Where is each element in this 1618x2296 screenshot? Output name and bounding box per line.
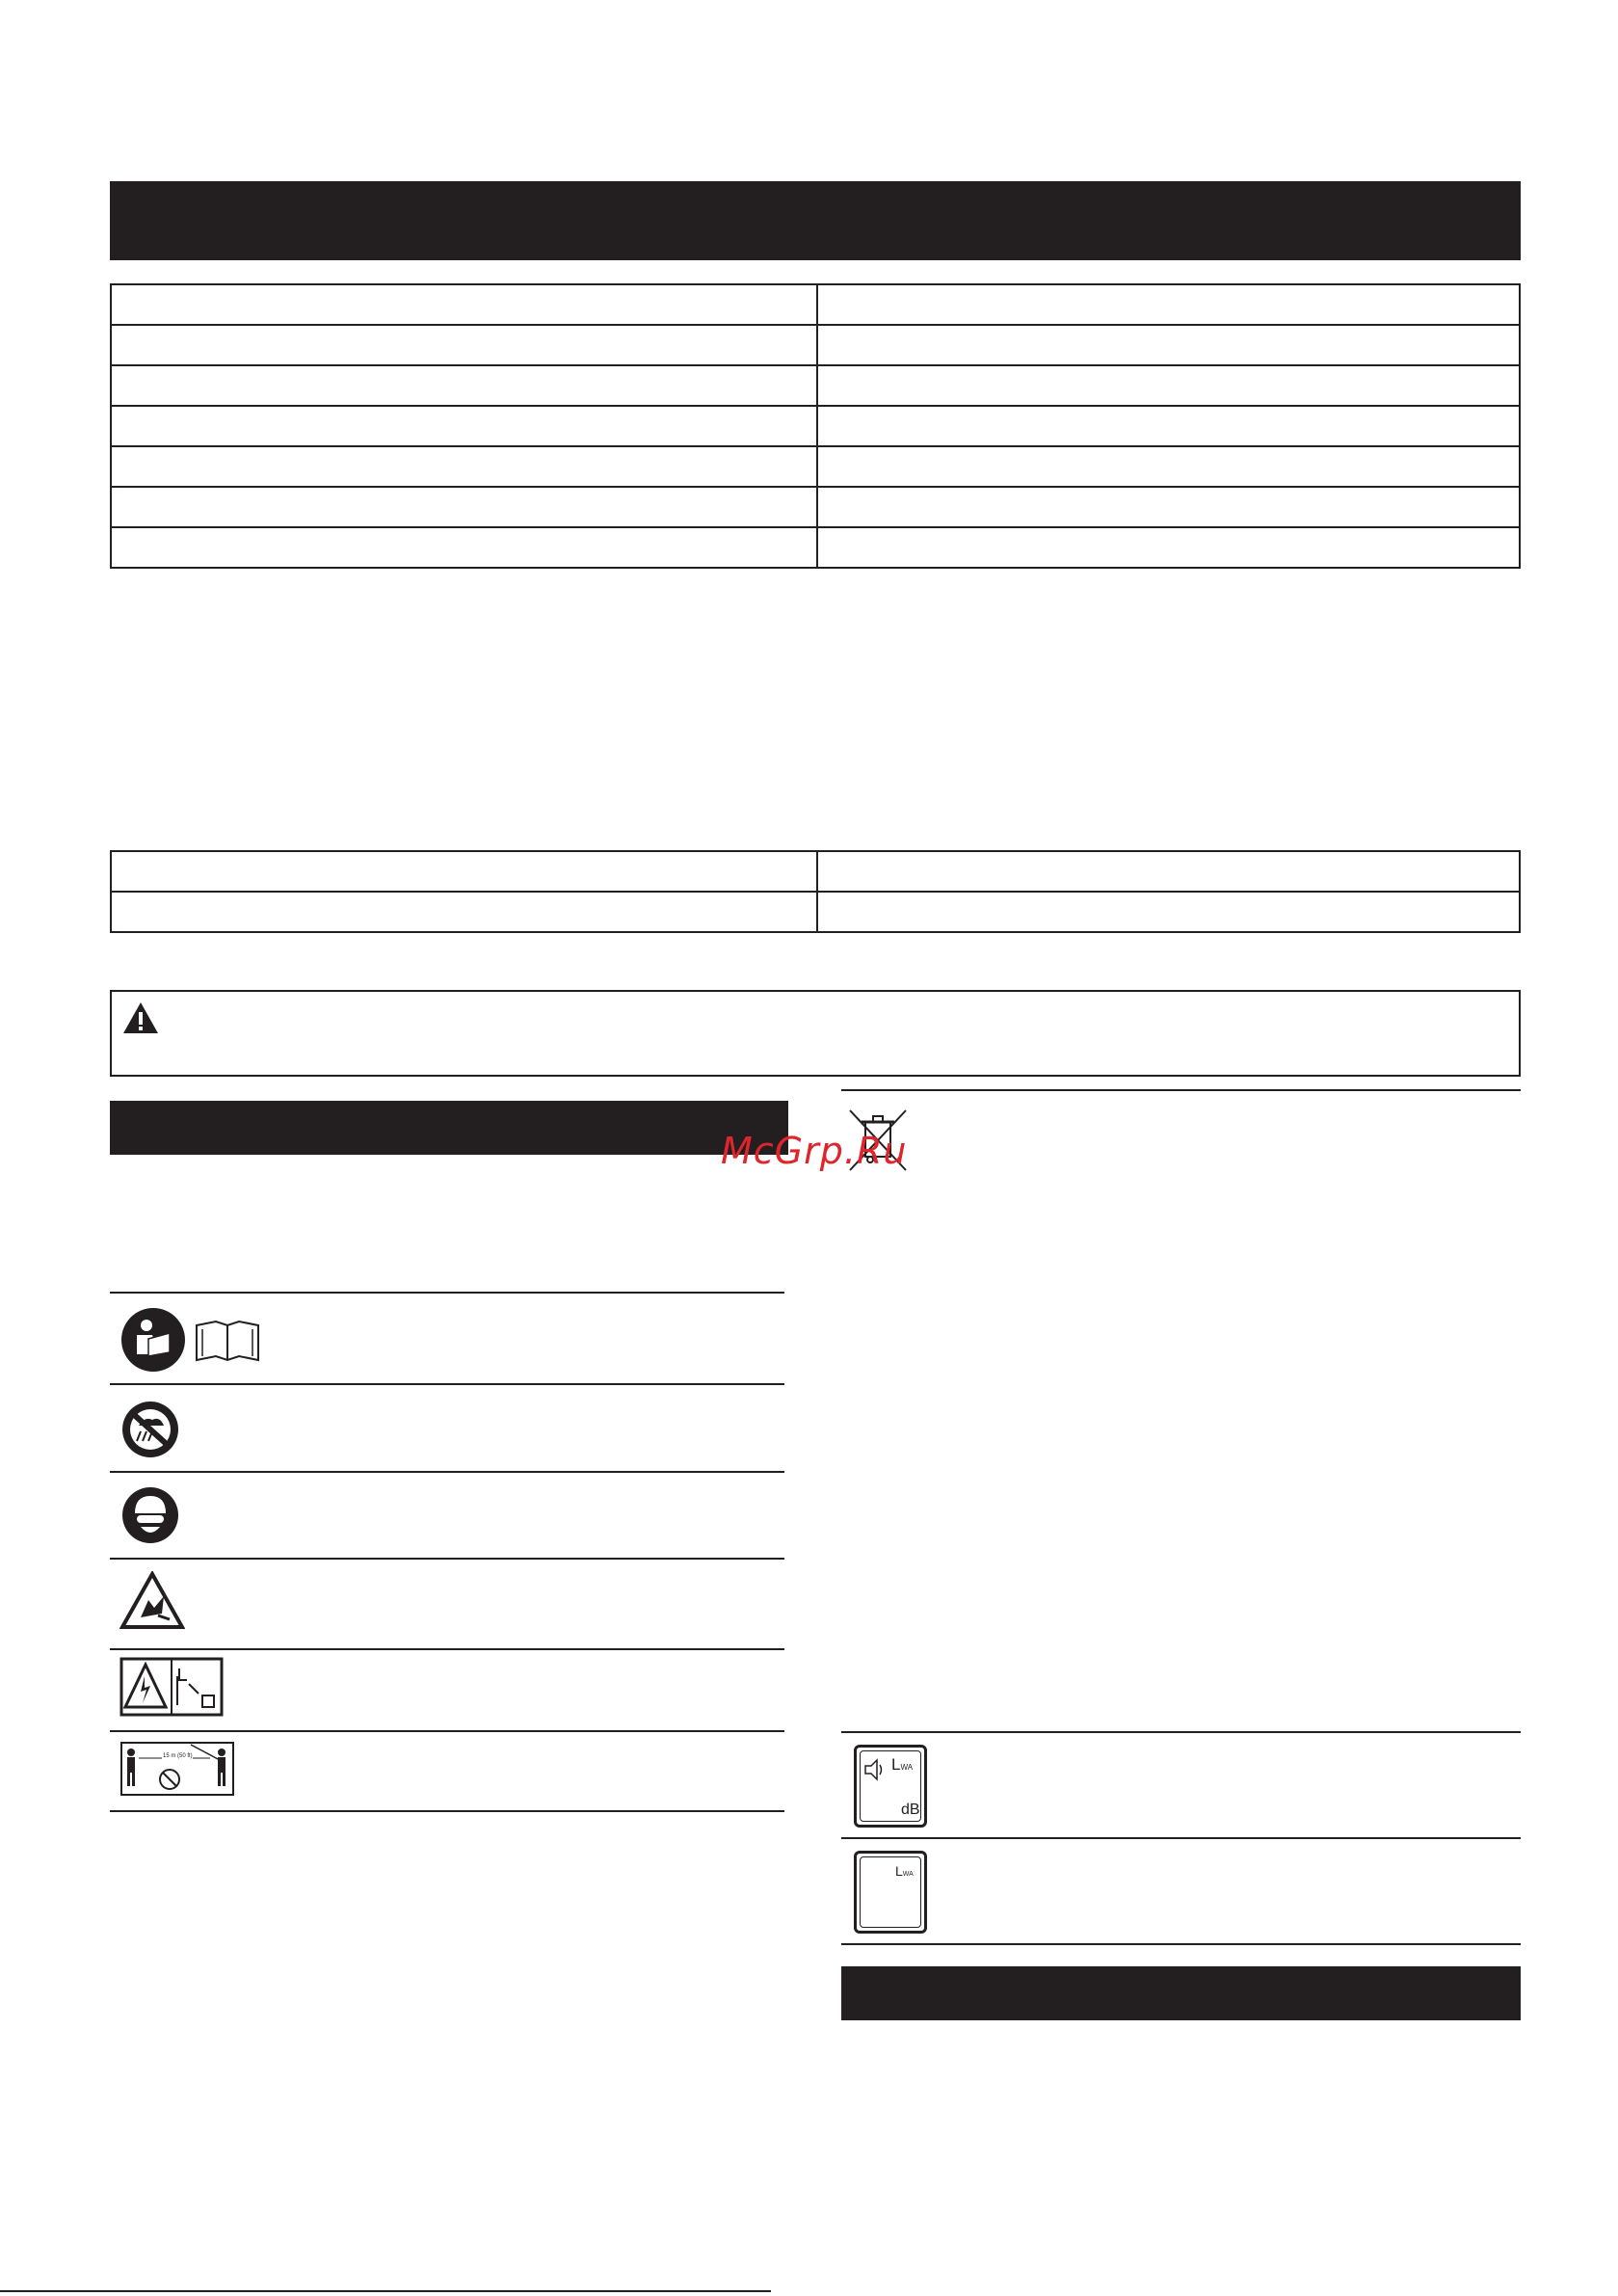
table-row bbox=[111, 284, 1520, 325]
no-rain-exposure-icon bbox=[119, 1399, 181, 1460]
lwa-subscript: WA bbox=[900, 1763, 914, 1772]
electrocution-distance-icon bbox=[119, 1657, 224, 1717]
lwa-label: L bbox=[891, 1755, 901, 1774]
divider bbox=[110, 1383, 784, 1385]
sharp-blade-hazard-icon bbox=[119, 1571, 185, 1631]
table-row bbox=[111, 892, 1520, 932]
divider bbox=[841, 1943, 1521, 1945]
table-row bbox=[111, 851, 1520, 892]
divider bbox=[110, 1292, 784, 1294]
warning-triangle-icon bbox=[121, 1001, 160, 1035]
sound-power-level-icon bbox=[854, 1745, 927, 1828]
db-label: dB bbox=[901, 1802, 920, 1818]
table-row bbox=[111, 527, 1520, 568]
section-heading-bar-top bbox=[110, 181, 1521, 260]
divider bbox=[110, 1810, 784, 1812]
speaker-icon bbox=[862, 1757, 886, 1782]
watermark: McGrp.Ru bbox=[721, 1130, 908, 1172]
table-row bbox=[111, 325, 1520, 365]
section-heading-bar-right bbox=[841, 1966, 1521, 2020]
divider bbox=[110, 1558, 784, 1560]
divider bbox=[110, 1471, 784, 1473]
divider bbox=[841, 1837, 1521, 1839]
divider bbox=[841, 1089, 1521, 1091]
footer-rule bbox=[0, 2290, 771, 2292]
bystander-distance-label: 15 m (50 ft) bbox=[163, 1753, 193, 1759]
divider bbox=[110, 1648, 784, 1650]
table-row bbox=[111, 446, 1520, 487]
sound-power-level-blank-icon bbox=[854, 1851, 927, 1934]
specifications-table bbox=[110, 283, 1521, 569]
table-row bbox=[111, 365, 1520, 406]
divider bbox=[110, 1730, 784, 1732]
divider bbox=[841, 1731, 1521, 1733]
section-heading-bar-symbols bbox=[110, 1101, 788, 1155]
secondary-table bbox=[110, 850, 1521, 933]
warning-box bbox=[110, 990, 1521, 1077]
bystander-distance-icon bbox=[119, 1741, 235, 1797]
helmet-goggles-ear-protection-icon bbox=[119, 1484, 181, 1546]
table-row bbox=[111, 406, 1520, 446]
lwa-label: L bbox=[895, 1863, 903, 1879]
table-row bbox=[111, 487, 1520, 527]
read-manual-icon bbox=[119, 1306, 264, 1374]
lwa-subscript: WA bbox=[902, 1871, 914, 1878]
